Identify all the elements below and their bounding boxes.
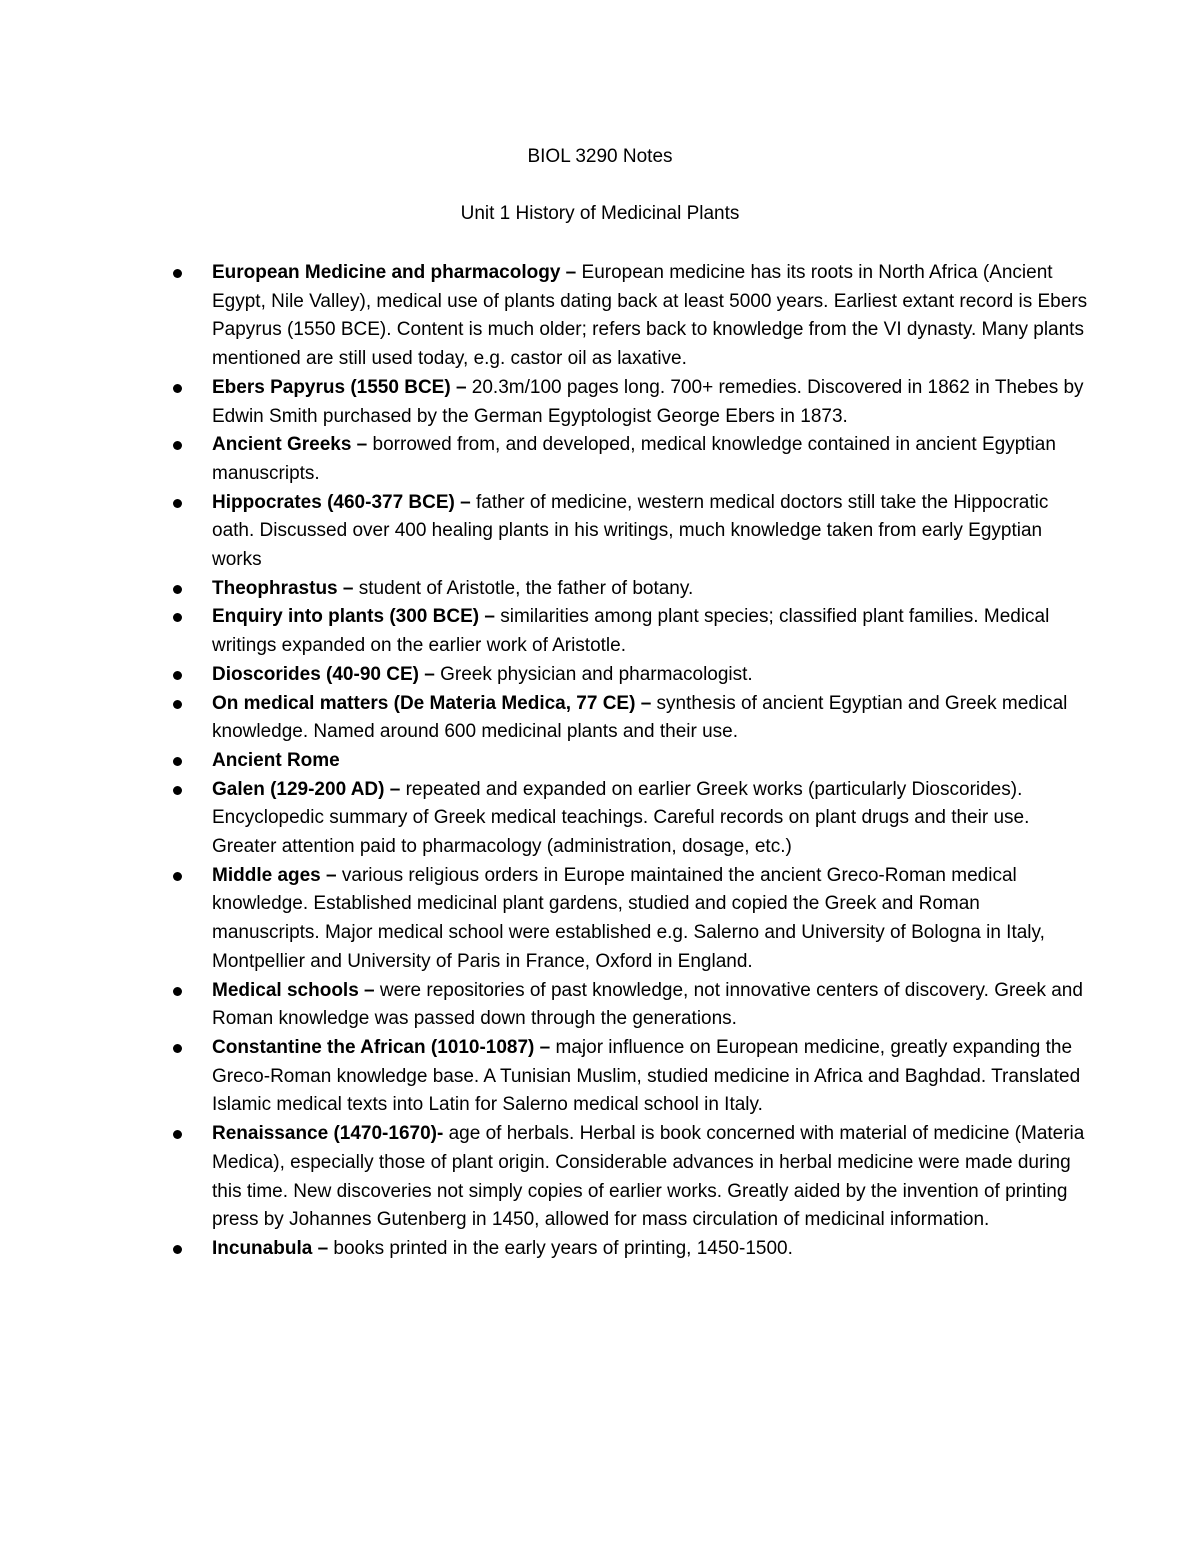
note-text: various religious orders in Europe maintained the ancient Greco-Roman medical knowledge. Established medicinal plant gardens, studied and copied the Greek and Roman manuscripts. Major medical school were established e.g. Salerno and University of Bologna in Italy, Montpellier and University of Paris in France, Oxford in England. <box>212 864 1045 972</box>
bullet-icon <box>173 786 182 795</box>
list-item <box>212 575 1092 604</box>
list-item <box>212 1034 1092 1120</box>
note-text: synthesis of ancient Egyptian and Greek medical knowledge. Named around 600 medicinal plants and their use. <box>212 692 1068 743</box>
notes-list <box>212 259 1092 1264</box>
list-item <box>212 1120 1092 1235</box>
bullet-icon <box>173 872 182 881</box>
note-term: Galen (129-200 AD) – <box>212 778 401 800</box>
list-item <box>212 977 1092 1034</box>
note-text: were repositories of past knowledge, not innovative centers of discovery. Greek and Roman knowledge was passed down through the generations. <box>212 979 1083 1030</box>
document-title: BIOL 3290 Notes <box>527 146 673 167</box>
bullet-icon <box>173 499 182 508</box>
bullet-icon <box>173 700 182 709</box>
bullet-icon <box>173 585 182 594</box>
note-text: Greek physician and pharmacologist. <box>434 663 753 685</box>
list-item <box>212 661 1092 690</box>
list-item <box>212 259 1092 374</box>
note-text: 20.3m/100 pages long. 700+ remedies. Discovered in 1862 in Thebes by Edwin Smith purchased by the German Egyptologist George Ebers in 1873. <box>212 376 1084 427</box>
note-term: Ancient Rome <box>212 749 340 771</box>
note-term: Dioscorides (40-90 CE) – <box>212 663 435 685</box>
note-text: major influence on European medicine, greatly expanding the Greco-Roman knowledge base. A Tunisian Muslim, studied medicine in Africa and Baghdad. Translated Islamic medical texts into Latin for Salerno medical school in Italy. <box>212 1036 1081 1116</box>
note-term: Ancient Greeks – <box>212 434 368 456</box>
list-item <box>212 603 1092 660</box>
list-item <box>212 776 1092 862</box>
note-text: repeated and expanded on earlier Greek works (particularly Dioscorides). Encyclopedic summary of Greek medical teachings. Careful records on plant drugs and their use. Greater attention paid to pharmacology (administration, dosage, etc.) <box>212 778 1030 858</box>
note-term: Ebers Papyrus (1550 BCE) – <box>212 376 467 398</box>
bullet-icon <box>173 384 182 393</box>
note-term: Theophrastus – <box>212 577 354 599</box>
list-item <box>212 489 1092 575</box>
list-item <box>212 431 1092 488</box>
bullet-icon <box>173 987 182 996</box>
note-term: Incunabula – <box>212 1237 329 1259</box>
bullet-icon <box>173 757 182 766</box>
document-subtitle: Unit 1 History of Medicinal Plants <box>460 203 740 224</box>
note-term: Constantine the African (1010-1087) – <box>212 1036 551 1058</box>
note-text: European medicine has its roots in North Africa (Ancient Egypt, Nile Valley), medical use of plants dating back at least 5000 years. Earliest extant record is Ebers Papyrus (1550 BCE). Content is much older; refers back to knowledge from the VI dynasty. Many plants mentioned are still used today, e.g. castor oil as laxative. <box>212 262 1088 370</box>
note-term: Renaissance (1470-1670)- <box>212 1123 444 1145</box>
list-item <box>212 1235 1092 1264</box>
note-text: borrowed from, and developed, medical knowledge contained in ancient Egyptian manuscripts. <box>212 434 1056 484</box>
note-term: Enquiry into plants (300 BCE) – <box>212 606 495 628</box>
note-term: European Medicine and pharmacology – <box>212 262 577 283</box>
list-item <box>212 862 1092 977</box>
bullet-icon <box>173 1044 182 1053</box>
note-text: age of herbals. Herbal is book concerned with material of medicine (Materia Medica), especially those of plant origin. Considerable advances in herbal medicine were made during this time. New discoveries not simply copies of earlier works. Greatly aided by the invention of printing press by Johannes Gutenberg in 1450, allowed for mass circulation of medicinal information. <box>212 1123 1085 1231</box>
bullet-icon <box>173 441 182 450</box>
note-text: books printed in the early years of printing, 1450-1500. <box>328 1237 793 1259</box>
bullet-icon <box>173 1130 182 1139</box>
note-text: similarities among plant species; classified plant families. Medical writings expanded on the earlier work of Aristotle. <box>212 606 1050 657</box>
bullet-icon <box>173 671 182 680</box>
bullet-icon <box>173 1245 182 1254</box>
note-text: father of medicine, western medical doctors still take the Hippocratic oath. Discussed over 400 healing plants in his writings, much knowledge taken from early Egyptian works <box>212 491 1049 571</box>
bullet-icon <box>173 613 182 622</box>
list-item <box>212 747 1092 776</box>
note-term: Middle ages – <box>212 864 337 886</box>
bullet-icon <box>173 269 182 278</box>
list-item <box>212 690 1092 747</box>
note-term: Hippocrates (460-377 BCE) – <box>212 491 471 513</box>
note-text: student of Aristotle, the father of botany. <box>353 577 694 599</box>
note-term: Medical schools – <box>212 979 375 1001</box>
note-term: On medical matters (De Materia Medica, 77 CE) – <box>212 692 652 714</box>
list-item <box>212 374 1092 431</box>
